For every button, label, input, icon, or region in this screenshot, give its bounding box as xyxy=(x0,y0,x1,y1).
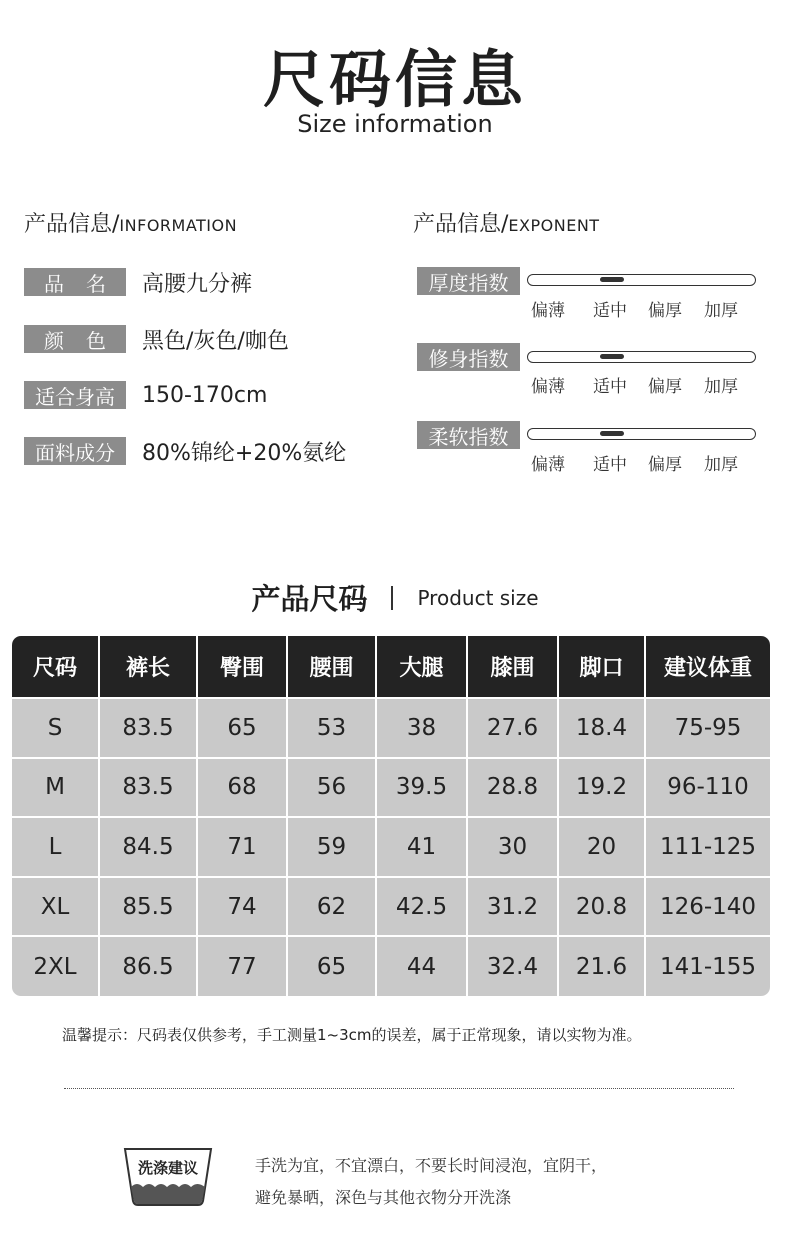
exponent-label: 厚度指数 xyxy=(417,267,520,295)
exponent-label: 修身指数 xyxy=(417,343,520,371)
info-value: 80%锦纶+20%氨纶 xyxy=(142,440,347,466)
table-cell: 77 xyxy=(197,936,287,996)
exponent-scale xyxy=(527,274,756,286)
table-cell: 83.5 xyxy=(99,698,197,758)
table-cell: 71 xyxy=(197,817,287,877)
table-cell: 126-140 xyxy=(645,877,770,937)
product-info-heading-en: INFORMATION xyxy=(119,216,238,235)
page-subtitle: Size information xyxy=(297,110,493,138)
product-info-heading xyxy=(24,207,237,238)
option-extra-thick: 加厚 xyxy=(704,301,738,321)
column-header: 大腿 xyxy=(376,636,467,698)
size-title-cn: 产品尺码 xyxy=(251,582,368,616)
column-header: 脚口 xyxy=(558,636,645,698)
info-label: 品名 xyxy=(24,268,126,296)
table-cell: 20.8 xyxy=(558,877,645,937)
exponent-scale xyxy=(527,351,756,363)
table-cell: 84.5 xyxy=(99,817,197,877)
table-cell: 28.8 xyxy=(467,758,558,818)
info-row-height xyxy=(24,381,267,409)
table-cell: 38 xyxy=(376,698,467,758)
column-header: 膝围 xyxy=(467,636,558,698)
size-tip: 温馨提示：尺码表仅供参考，手工测量1~3cm的误差，属于正常现象，请以实物为准。 xyxy=(62,1026,642,1044)
wash-icon-label: 洗涤建议 xyxy=(137,1159,198,1177)
exponent-marker xyxy=(600,354,624,359)
column-header: 裤长 xyxy=(99,636,197,698)
info-value: 150-170cm xyxy=(142,382,268,408)
table-cell: 56 xyxy=(287,758,376,818)
table-row xyxy=(12,817,770,877)
exponent-marker xyxy=(600,277,624,282)
option-medium: 适中 xyxy=(593,377,627,397)
table-cell: 2XL xyxy=(12,936,99,996)
table-cell: 62 xyxy=(287,877,376,937)
option-thin: 偏薄 xyxy=(531,377,565,397)
exponent-label: 柔软指数 xyxy=(417,421,520,449)
wash-instructions-line1: 手洗为宜，不宜漂白，不要长时间浸泡，宜阴干， xyxy=(255,1156,608,1175)
option-thick: 偏厚 xyxy=(648,301,682,321)
table-cell: S xyxy=(12,698,99,758)
option-thin: 偏薄 xyxy=(531,455,565,475)
table-cell: 31.2 xyxy=(467,877,558,937)
table-row xyxy=(12,936,770,996)
table-cell: 65 xyxy=(197,698,287,758)
option-medium: 适中 xyxy=(593,301,627,321)
table-cell: 32.4 xyxy=(467,936,558,996)
size-title-en: Product size xyxy=(417,585,539,610)
info-label: 适合身高 xyxy=(24,381,126,409)
table-cell: 18.4 xyxy=(558,698,645,758)
title-divider xyxy=(391,586,393,610)
info-value: 黑色/灰色/咖色 xyxy=(142,328,289,354)
table-cell: 74 xyxy=(197,877,287,937)
table-cell: 68 xyxy=(197,758,287,818)
info-row-color xyxy=(24,325,289,353)
option-extra-thick: 加厚 xyxy=(704,377,738,397)
table-cell: 27.6 xyxy=(467,698,558,758)
table-cell: 30 xyxy=(467,817,558,877)
table-cell: 53 xyxy=(287,698,376,758)
table-cell: 42.5 xyxy=(376,877,467,937)
table-row xyxy=(12,758,770,818)
info-row-name xyxy=(24,268,252,296)
wash-instructions-line2: 避免暴晒，深色与其他衣物分开洗涤 xyxy=(255,1188,512,1207)
table-cell: 20 xyxy=(558,817,645,877)
table-cell: 39.5 xyxy=(376,758,467,818)
table-cell: 141-155 xyxy=(645,936,770,996)
table-cell: 86.5 xyxy=(99,936,197,996)
table-cell: XL xyxy=(12,877,99,937)
table-cell: 21.6 xyxy=(558,936,645,996)
column-header: 尺码 xyxy=(12,636,99,698)
size-section-title xyxy=(0,577,790,618)
option-thick: 偏厚 xyxy=(648,455,682,475)
info-label: 面料成分 xyxy=(24,437,126,465)
table-row xyxy=(12,877,770,937)
table-header-row xyxy=(12,636,770,698)
option-extra-thick: 加厚 xyxy=(704,455,738,475)
table-cell: 96-110 xyxy=(645,758,770,818)
table-cell: 41 xyxy=(376,817,467,877)
column-header: 建议体重 xyxy=(645,636,770,698)
table-cell: 59 xyxy=(287,817,376,877)
table-cell: 65 xyxy=(287,936,376,996)
exponent-heading-en: EXPONENT xyxy=(508,216,600,235)
option-thick: 偏厚 xyxy=(648,377,682,397)
table-row xyxy=(12,698,770,758)
page-title: 尺码信息 xyxy=(262,43,527,116)
info-label: 颜色 xyxy=(24,325,126,353)
product-info-heading-cn: 产品信息/ xyxy=(24,212,120,237)
table-cell: M xyxy=(12,758,99,818)
table-cell: 19.2 xyxy=(558,758,645,818)
column-header: 腰围 xyxy=(287,636,376,698)
table-cell: 44 xyxy=(376,936,467,996)
option-thin: 偏薄 xyxy=(531,301,565,321)
exponent-marker xyxy=(600,431,624,436)
table-cell: L xyxy=(12,817,99,877)
dotted-divider xyxy=(64,1088,734,1089)
info-value: 高腰九分裤 xyxy=(142,271,253,297)
table-cell: 75-95 xyxy=(645,698,770,758)
table-cell: 83.5 xyxy=(99,758,197,818)
table-cell: 111-125 xyxy=(645,817,770,877)
size-table xyxy=(12,636,770,996)
exponent-scale xyxy=(527,428,756,440)
info-row-fabric xyxy=(24,437,346,465)
column-header: 臀围 xyxy=(197,636,287,698)
option-medium: 适中 xyxy=(593,455,627,475)
exponent-heading xyxy=(413,207,600,238)
table-cell: 85.5 xyxy=(99,877,197,937)
exponent-heading-cn: 产品信息/ xyxy=(413,212,509,237)
